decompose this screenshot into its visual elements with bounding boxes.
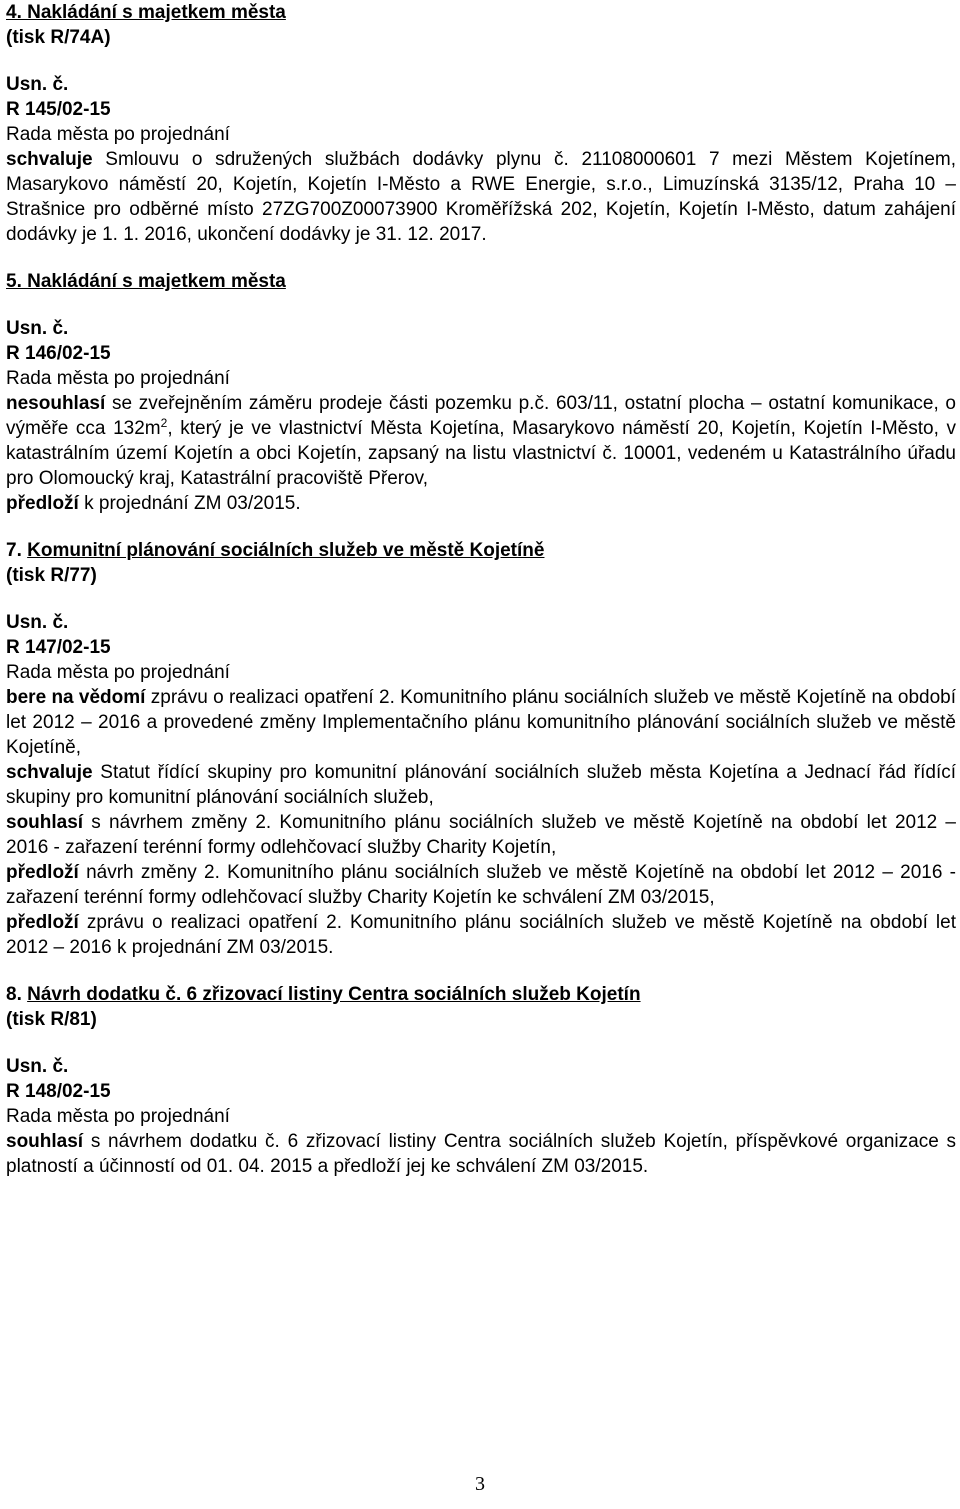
section-7-verb1: bere na vědomí (6, 687, 146, 708)
section-8-resolution (6, 1129, 956, 1179)
section-8-usn: Usn. č. (6, 1056, 69, 1077)
section-5-rada: Rada města po projednání (6, 368, 230, 389)
section-7-usn: Usn. č. (6, 612, 69, 633)
section-5-heading: 5. Nakládání s majetkem města (6, 271, 286, 292)
section-7-resolution-2 (6, 760, 956, 810)
section-7-text1: zprávu o realizaci opatření 2. Komunitního plánu sociálních služeb ve městě Kojetíně na období let 2012 – 2016 a provedené změny Implementačního plánu komunitního plánování sociálních služeb ve městě Kojetíně, (6, 687, 956, 758)
section-4-resolution (6, 147, 956, 247)
section-8-text: s návrhem dodatku č. 6 zřizovací listiny Centra sociálních služeb Kojetín, příspěvkové organizace s platností a účinností od 01. 04. 2015 a předloží jej ke schválení ZM 03/2015. (6, 1131, 956, 1177)
section-8-heading-line (6, 982, 956, 1007)
section-5-resolution-2 (6, 491, 956, 516)
section-7-tisk: (tisk R/77) (6, 565, 97, 586)
section-5-verb2: předloží (6, 493, 79, 514)
section-4-usn: Usn. č. (6, 74, 69, 95)
section-5-text2: k projednání ZM 03/2015. (78, 493, 301, 514)
section-7-number: R 147/02-15 (6, 637, 111, 658)
section-8-verb: souhlasí (6, 1131, 84, 1152)
section-5-text-b: , který je ve vlastnictví Města Kojetína, Masarykovo náměstí 20, Kojetín, Kojetín I-Město, v katastrálním území Kojetín a obci Kojetín, zapsaný na listu vlastnictví č. 10001, vedeném u Katastrálního úřadu pro Olomoucký kraj, Katastrální pracoviště Přerov, (6, 418, 956, 489)
section-8-heading: Návrh dodatku č. 6 zřizovací listiny Centra sociálních služeb Kojetín (27, 984, 641, 1005)
section-7-heading-line (6, 538, 956, 563)
section-5-text-a: se zveřejněním záměru prodeje části pozemku p.č. 603/11, ostatní plocha – ostatní komunikace, o výměře cca 132m (6, 393, 956, 439)
section-7-text3: s návrhem změny 2. Komunitního plánu sociálních služeb ve městě Kojetíně na období let 2012 – 2016 - zařazení terénní formy odlehčovací služby Charity Kojetín, (6, 812, 956, 858)
section-7 (6, 538, 956, 960)
section-5-verb: nesouhlasí (6, 393, 106, 414)
section-7-text2: Statut řídící skupiny pro komunitní plánování sociálních služeb města Kojetína a Jednací řád řídící skupiny pro komunitní plánování sociálních služeb, (6, 762, 956, 808)
section-8-tisk: (tisk R/81) (6, 1009, 97, 1030)
section-5 (6, 269, 956, 516)
section-8-num: 8. (6, 984, 28, 1005)
section-7-text4: návrh změny 2. Komunitního plánu sociálních služeb ve městě Kojetíně na období let 2012 – 2016 - zařazení terénní formy odlehčovací služby Charity Kojetín ke schválení ZM 03/2015, (6, 862, 956, 908)
section-5-number: R 146/02-15 (6, 343, 111, 364)
section-7-verb3: souhlasí (6, 812, 84, 833)
section-7-heading: Komunitní plánování sociálních služeb ve městě Kojetíně (27, 540, 545, 561)
section-8-number: R 148/02-15 (6, 1081, 111, 1102)
section-4 (6, 0, 956, 247)
section-8-rada: Rada města po projednání (6, 1106, 230, 1127)
section-4-verb: schvaluje (6, 149, 93, 170)
page-number: 3 (475, 1473, 485, 1495)
section-7-text5: zprávu o realizaci opatření 2. Komunitního plánu sociálních služeb ve městě Kojetíně na období let 2012 – 2016 k projednání ZM 03/2015. (6, 912, 956, 958)
section-7-resolution-4 (6, 860, 956, 910)
section-7-num: 7. (6, 540, 28, 561)
section-7-verb5: předloží (6, 912, 79, 933)
section-5-superscript: 2 (160, 416, 168, 430)
section-5-resolution (6, 391, 956, 491)
section-8 (6, 982, 956, 1179)
section-7-verb4: předloží (6, 862, 79, 883)
section-7-verb2: schvaluje (6, 762, 93, 783)
section-4-rada: Rada města po projednání (6, 124, 230, 145)
document-page (6, 0, 956, 1179)
section-4-number: R 145/02-15 (6, 99, 111, 120)
section-7-resolution-1 (6, 685, 956, 760)
section-4-heading: 4. Nakládání s majetkem města (6, 2, 286, 23)
section-7-resolution-3 (6, 810, 956, 860)
section-7-resolution-5 (6, 910, 956, 960)
section-4-text: Smlouvu o sdružených službách dodávky plynu č. 21108000601 7 mezi Městem Kojetínem, Masarykovo náměstí 20, Kojetín, Kojetín I-Město a RWE Energie, s.r.o., Limuzínská 3135/12, Praha 10 – Strašnice pro odběrné místo 27ZG700Z00073900 Kroměřížská 202, Kojetín, Kojetín I-Město, datum zahájení dodávky je 1. 1. 2016, ukončení dodávky je 31. 12. 2017. (6, 149, 956, 245)
section-7-rada: Rada města po projednání (6, 662, 230, 683)
section-5-usn: Usn. č. (6, 318, 69, 339)
section-4-tisk: (tisk R/74A) (6, 27, 111, 48)
